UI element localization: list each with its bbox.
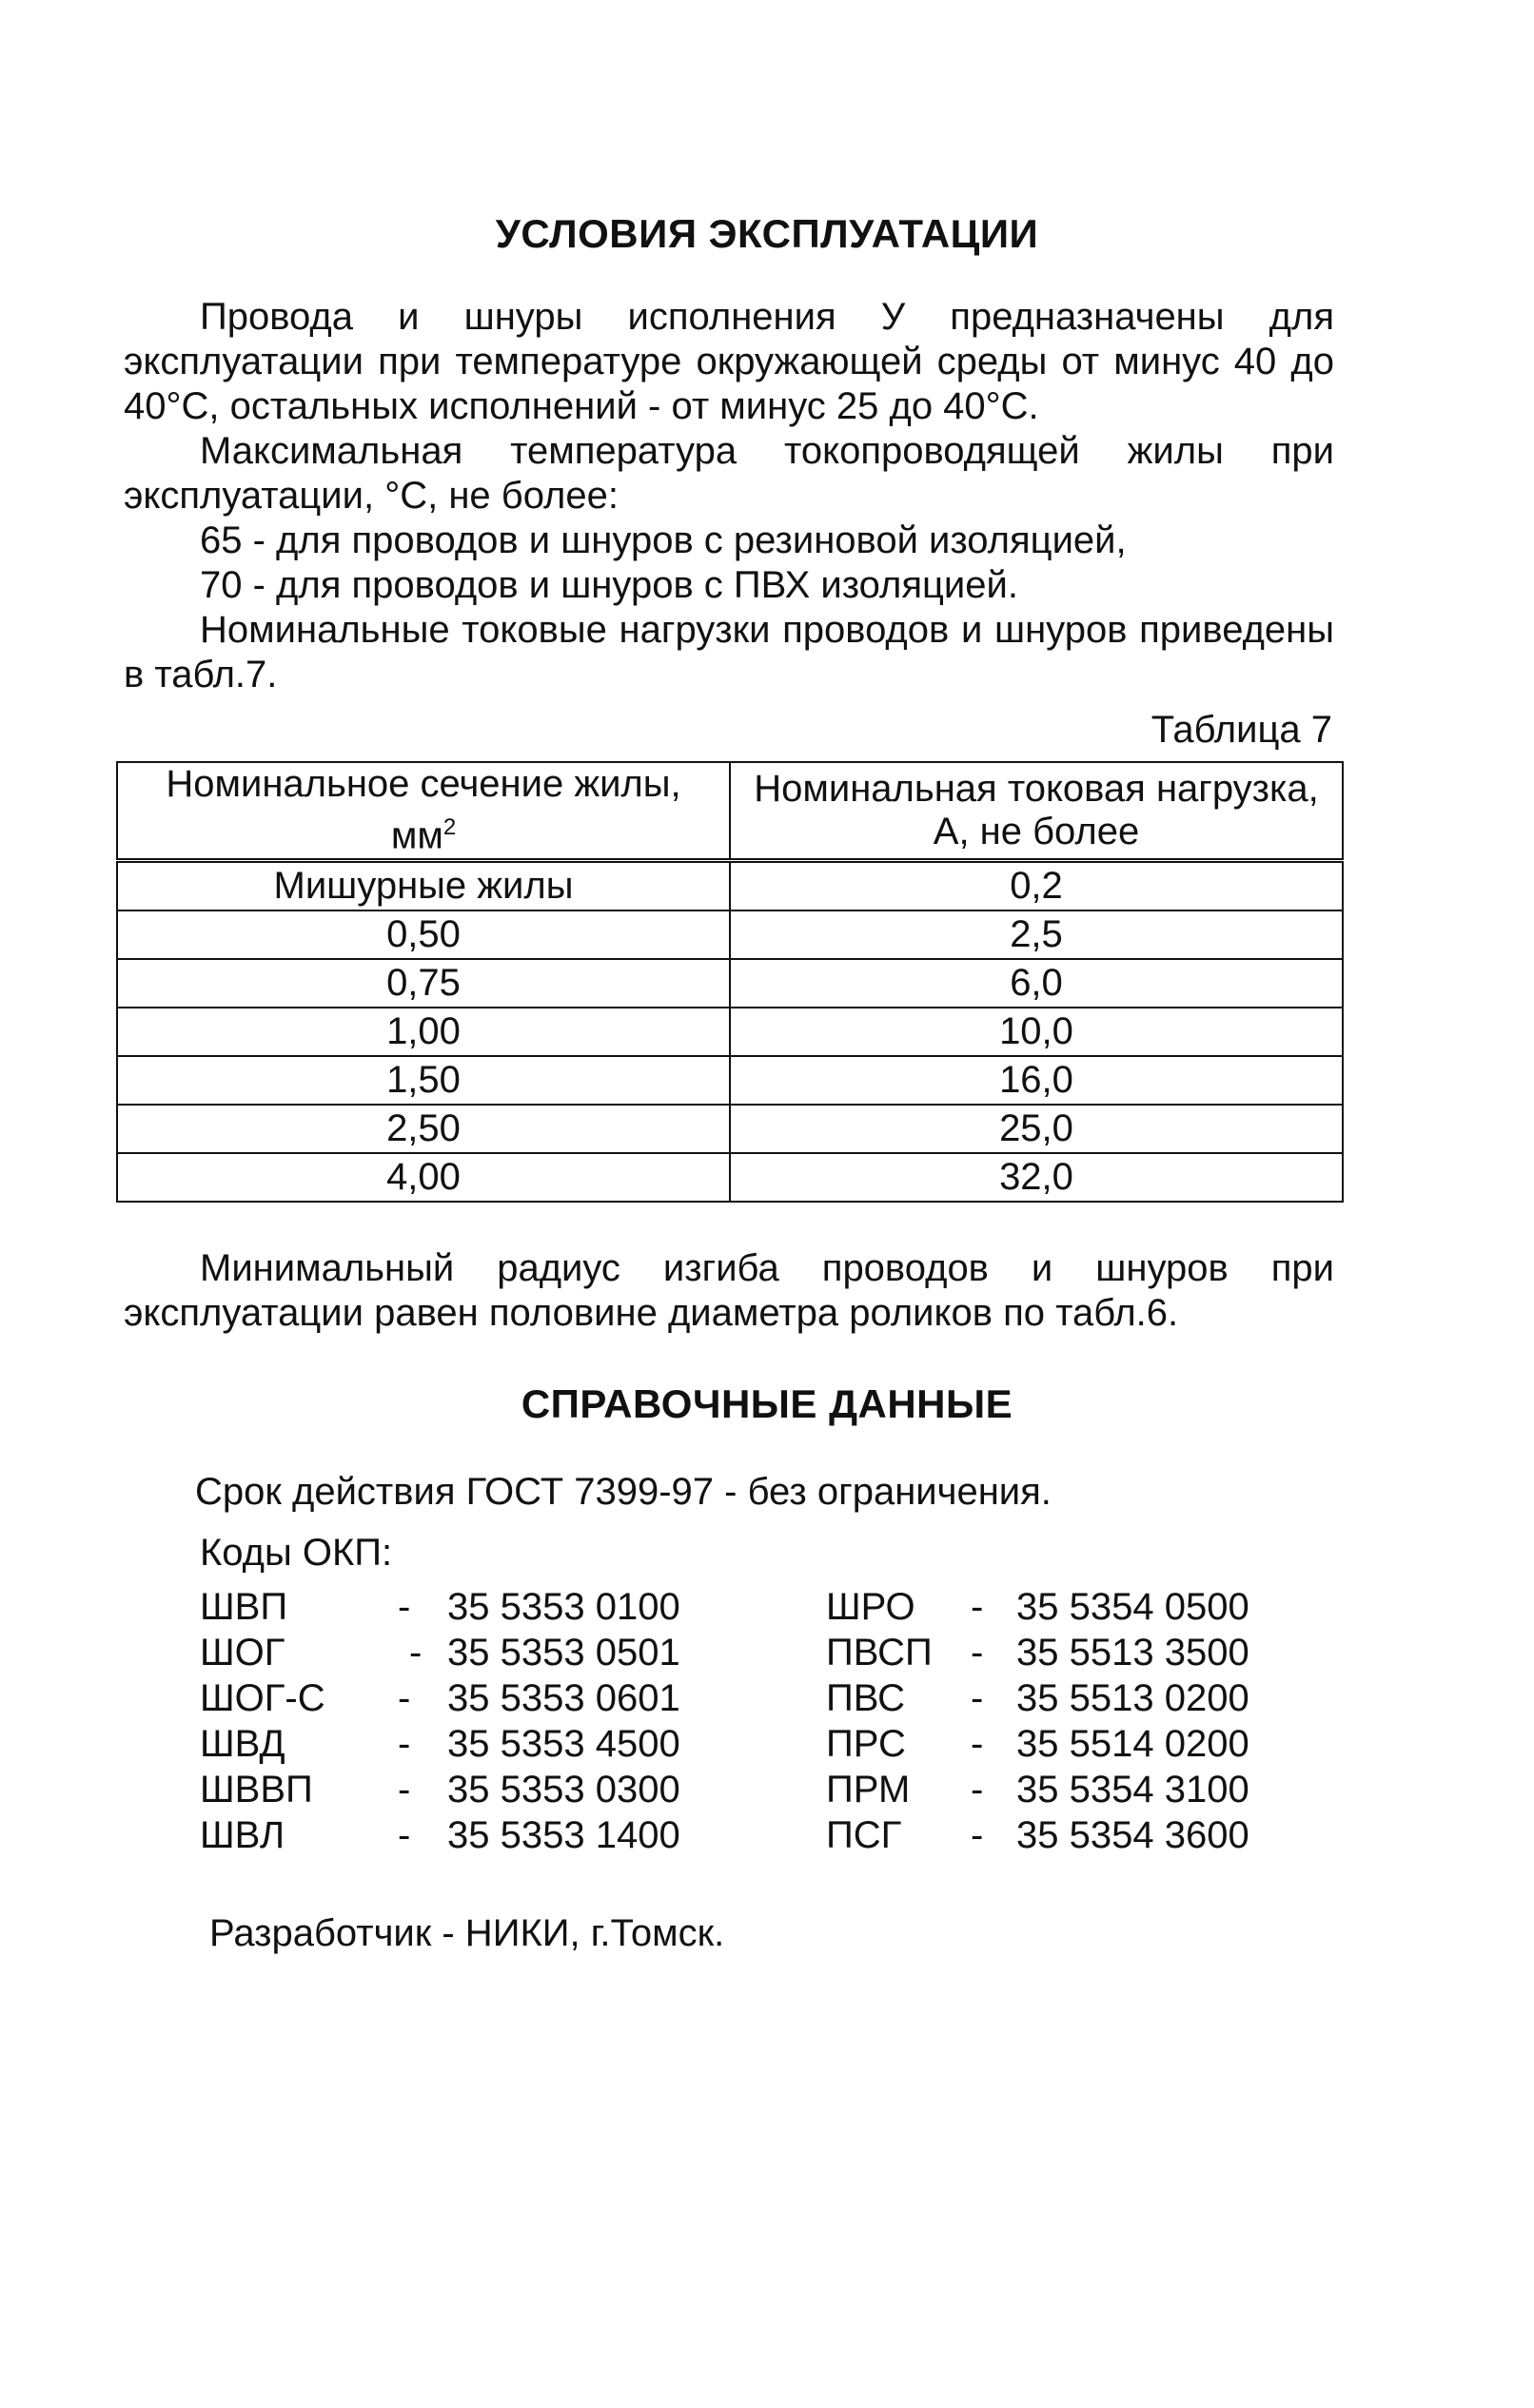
okp-right-dash: - <box>971 1723 984 1765</box>
table-cell-section: Мишурные жилы <box>117 861 730 911</box>
table-row <box>117 910 1343 959</box>
okp-right-code: 35 5513 3500 <box>1016 1632 1249 1674</box>
operating-conditions-text <box>124 295 1334 697</box>
section-heading-reference-data: СПРАВОЧНЫЕ ДАННЫЕ <box>521 1381 1013 1426</box>
table-cell-section: 1,50 <box>117 1056 730 1105</box>
table-cell-load: 10,0 <box>730 1008 1343 1056</box>
okp-left-name: ШВД <box>200 1723 285 1765</box>
okp-left-name: ШВВП <box>200 1769 313 1811</box>
paragraph-max-temperature: Максимальная температура токопроводящей жилы при эксплуатации, °С, не более: <box>124 430 1334 517</box>
okp-left-code: 35 5353 4500 <box>447 1723 680 1765</box>
okp-left-code: 35 5353 0501 <box>447 1632 680 1674</box>
paragraph-pvc-insulation: 70 - для проводов и шнуров с ПВХ изоляцией. <box>200 564 1018 606</box>
table-cell-section: 1,00 <box>117 1008 730 1056</box>
okp-right-dash: - <box>971 1769 984 1811</box>
table-cell-load: 6,0 <box>730 959 1343 1008</box>
developer-line: Разработчик - НИКИ, г.Томск. <box>209 1912 725 1954</box>
bend-radius-text-block <box>124 1246 1334 1336</box>
table-caption: Таблица 7 <box>1150 709 1332 751</box>
column-header-cross-section: Номинальное сечение жилы, $мм^2$ <box>117 762 730 861</box>
paragraph-gost-validity: Срок действия ГОСТ 7399-97 - без ограничения. <box>195 1471 1052 1513</box>
okp-left-code: 35 5353 0300 <box>447 1769 680 1811</box>
okp-right-name: ПРС <box>826 1723 906 1765</box>
table-header-row <box>117 762 1343 861</box>
okp-right-dash: - <box>971 1677 984 1719</box>
okp-left-code: 35 5353 1400 <box>447 1814 680 1856</box>
okp-left-name: ШОГ <box>200 1632 285 1674</box>
okp-left-code: 35 5353 0601 <box>447 1677 680 1719</box>
okp-right-code: 35 5514 0200 <box>1016 1723 1249 1765</box>
okp-left-code: 35 5353 0100 <box>447 1586 680 1628</box>
okp-right-name: ШРО <box>826 1586 915 1628</box>
table-row <box>117 959 1343 1008</box>
current-load-table <box>116 761 1344 1203</box>
table-cell-load: 32,0 <box>730 1153 1343 1202</box>
okp-right-name: ПСГ <box>826 1814 902 1856</box>
okp-right-code: 35 5513 0200 <box>1016 1677 1249 1719</box>
section-heading-operating-conditions: УСЛОВИЯ ЭКСПЛУАТАЦИИ <box>495 211 1039 256</box>
paragraph-table-reference: Номинальные токовые нагрузки проводов и шнуров приведены в табл.7. <box>124 609 1334 695</box>
okp-right-code: 35 5354 3100 <box>1016 1769 1249 1811</box>
table-cell-load: 2,5 <box>730 910 1343 959</box>
okp-left-dash: - <box>398 1586 411 1628</box>
table-row <box>117 1153 1343 1202</box>
table-row <box>117 861 1343 911</box>
okp-right-code: 35 5354 3600 <box>1016 1814 1249 1856</box>
okp-right-name: ПВС <box>826 1677 905 1719</box>
okp-right-code: 35 5354 0500 <box>1016 1586 1249 1628</box>
okp-codes-title: Коды ОКП: <box>200 1532 393 1574</box>
table-cell-section: 4,00 <box>117 1153 730 1202</box>
paragraph-bend-radius: Минимальный радиус изгиба проводов и шнуров при эксплуатации равен половине диаметра роликов по табл.6. <box>124 1247 1334 1334</box>
okp-left-dash: - <box>409 1632 423 1674</box>
paragraph-temperature-range: Провода и шнуры исполнения У предназначены для эксплуатации при температуре окружающей среды от минус 40 до 40°С, остальных исполнений - от минус 25 до 40°С. <box>124 296 1334 427</box>
table-cell-load: 25,0 <box>730 1105 1343 1153</box>
okp-right-name: ПРМ <box>826 1769 911 1811</box>
table-cell-section: 0,75 <box>117 959 730 1008</box>
table-cell-load: 16,0 <box>730 1056 1343 1105</box>
table-cell-load: 0,2 <box>730 861 1343 911</box>
validity-text-block <box>195 1470 1406 1515</box>
paragraph-rubber-insulation: 65 - для проводов и шнуров с резиновой изоляцией, <box>200 519 1127 561</box>
table-cell-section: 2,50 <box>117 1105 730 1153</box>
table-row <box>117 1008 1343 1056</box>
okp-left-dash: - <box>398 1769 411 1811</box>
okp-right-dash: - <box>971 1632 984 1674</box>
okp-left-name: ШВЛ <box>200 1814 285 1856</box>
okp-left-name: ШОГ-С <box>200 1677 325 1719</box>
okp-left-dash: - <box>398 1677 411 1719</box>
okp-left-dash: - <box>398 1814 411 1856</box>
okp-left-dash: - <box>398 1723 411 1765</box>
table-row <box>117 1105 1343 1153</box>
column-header-current-load: Номинальная токовая нагрузка, А, не более <box>730 762 1343 861</box>
okp-right-dash: - <box>971 1586 984 1628</box>
table-cell-section: 0,50 <box>117 910 730 959</box>
okp-right-name: ПВСП <box>826 1632 933 1674</box>
okp-left-name: ШВП <box>200 1586 288 1628</box>
table-row <box>117 1056 1343 1105</box>
okp-right-dash: - <box>971 1814 984 1856</box>
